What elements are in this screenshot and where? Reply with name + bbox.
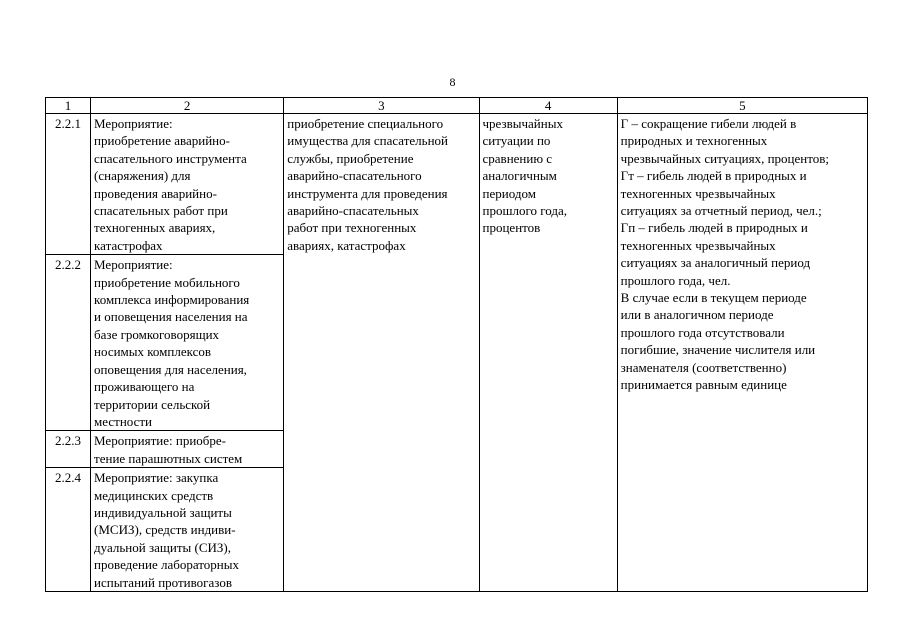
indicator-cell <box>479 114 617 592</box>
row-number: 2.2.1 <box>46 114 91 255</box>
cell-line: носимых комплексов <box>94 344 212 360</box>
table-row <box>46 114 868 255</box>
cell-line: чрезвычайных ситуациях, процентов; <box>620 150 829 166</box>
cell-line: Гт – гибель людей в природных и <box>620 168 807 184</box>
formula-description-cell <box>617 114 867 592</box>
cell-line: ситуации по <box>482 133 551 149</box>
cell-line: принимается равным единице <box>620 377 787 393</box>
column-header-5: 5 <box>617 98 867 114</box>
cell-line: (МСИЗ), средств индиви- <box>94 522 236 538</box>
cell-line: или в аналогичном периоде <box>620 307 774 323</box>
cell-line: инструмента для проведения <box>287 185 448 201</box>
cell-line: медицинских средств <box>94 487 214 503</box>
cell-line: техногенных чрезвычайных <box>620 237 776 253</box>
cell-line: приобретение специального <box>287 116 444 131</box>
measure-cell <box>91 114 284 255</box>
cell-line: спасательного инструмента <box>94 150 247 166</box>
cell-line: сравнению с <box>482 150 553 166</box>
cell-line: авариях, катастрофах <box>287 237 406 253</box>
cell-line: ситуациях за отчетный период, чел.; <box>620 203 822 219</box>
cell-line: В случае если в текущем периоде <box>620 290 807 306</box>
cell-line: знаменателя (соответственно) <box>620 359 787 375</box>
cell-line: оповещения для населения, <box>94 361 247 377</box>
cell-line: техногенных чрезвычайных <box>620 185 776 201</box>
cell-line: аварийно-спасательного <box>287 168 422 184</box>
cell-line: проживающего на <box>94 379 195 395</box>
cell-line: чрезвычайных <box>482 116 563 131</box>
cell-line: тение парашютных систем <box>94 450 243 466</box>
cell-line: службы, приобретение <box>287 150 414 166</box>
cell-line: проведения аварийно- <box>94 185 217 201</box>
cell-line: Мероприятие: <box>94 257 173 273</box>
cell-line: ситуациях за аналогичный период <box>620 255 811 271</box>
cell-line: проведение лабораторных <box>94 557 239 573</box>
cell-line: погибшие, значение числителя или <box>620 342 816 358</box>
cell-line: имущества для спасательной <box>287 133 448 149</box>
cell-line: Гп – гибель людей в природных и <box>620 220 808 236</box>
cell-line: Мероприятие: закупка <box>94 470 219 486</box>
column-header-4: 4 <box>479 98 617 114</box>
cell-line: и оповещения населения на <box>94 309 248 325</box>
cell-line: катастрофах <box>94 237 163 253</box>
cell-line: процентов <box>482 220 541 236</box>
row-number: 2.2.2 <box>46 255 91 431</box>
cell-line: приобретение аварийно- <box>94 133 230 149</box>
cell-line: местности <box>94 413 153 429</box>
cell-line: приобретение мобильного <box>94 274 240 290</box>
row-number: 2.2.4 <box>46 468 91 592</box>
column-header-3: 3 <box>284 98 479 114</box>
cell-line: дуальной защиты (СИЗ), <box>94 539 231 555</box>
cell-line: природных и техногенных <box>620 133 768 149</box>
indicator-table <box>45 97 868 592</box>
row-number: 2.2.3 <box>46 431 91 468</box>
cell-line: Мероприятие: <box>94 116 173 131</box>
measure-cell <box>91 255 284 431</box>
column-header-1: 1 <box>46 98 91 114</box>
table-header-row <box>46 98 868 114</box>
page-number: 8 <box>449 75 456 89</box>
cell-line: базе громкоговорящих <box>94 326 220 342</box>
cell-line: Г – сокращение гибели людей в <box>620 116 797 131</box>
measure-cell <box>91 468 284 592</box>
cell-line: комплекса информирования <box>94 292 250 308</box>
cell-line: Мероприятие: приобре- <box>94 433 226 449</box>
cell-line: (снаряжения) для <box>94 168 191 184</box>
cell-line: аварийно-спасательных <box>287 203 419 219</box>
cell-line: спасательных работ при <box>94 203 228 219</box>
measure-cell <box>91 431 284 468</box>
purpose-cell <box>284 114 479 592</box>
column-header-2: 2 <box>91 98 284 114</box>
cell-line: территории сельской <box>94 396 211 412</box>
cell-line: прошлого года, <box>482 203 567 219</box>
cell-line: техногенных авариях, <box>94 220 216 236</box>
cell-line: аналогичным <box>482 168 557 184</box>
cell-line: периодом <box>482 185 536 201</box>
cell-line: испытаний противогазов <box>94 574 232 590</box>
cell-line: прошлого года, чел. <box>620 272 731 288</box>
cell-line: работ при техногенных <box>287 220 417 236</box>
cell-line: индивидуальной защиты <box>94 504 232 520</box>
cell-line: прошлого года отсутствовали <box>620 324 785 340</box>
